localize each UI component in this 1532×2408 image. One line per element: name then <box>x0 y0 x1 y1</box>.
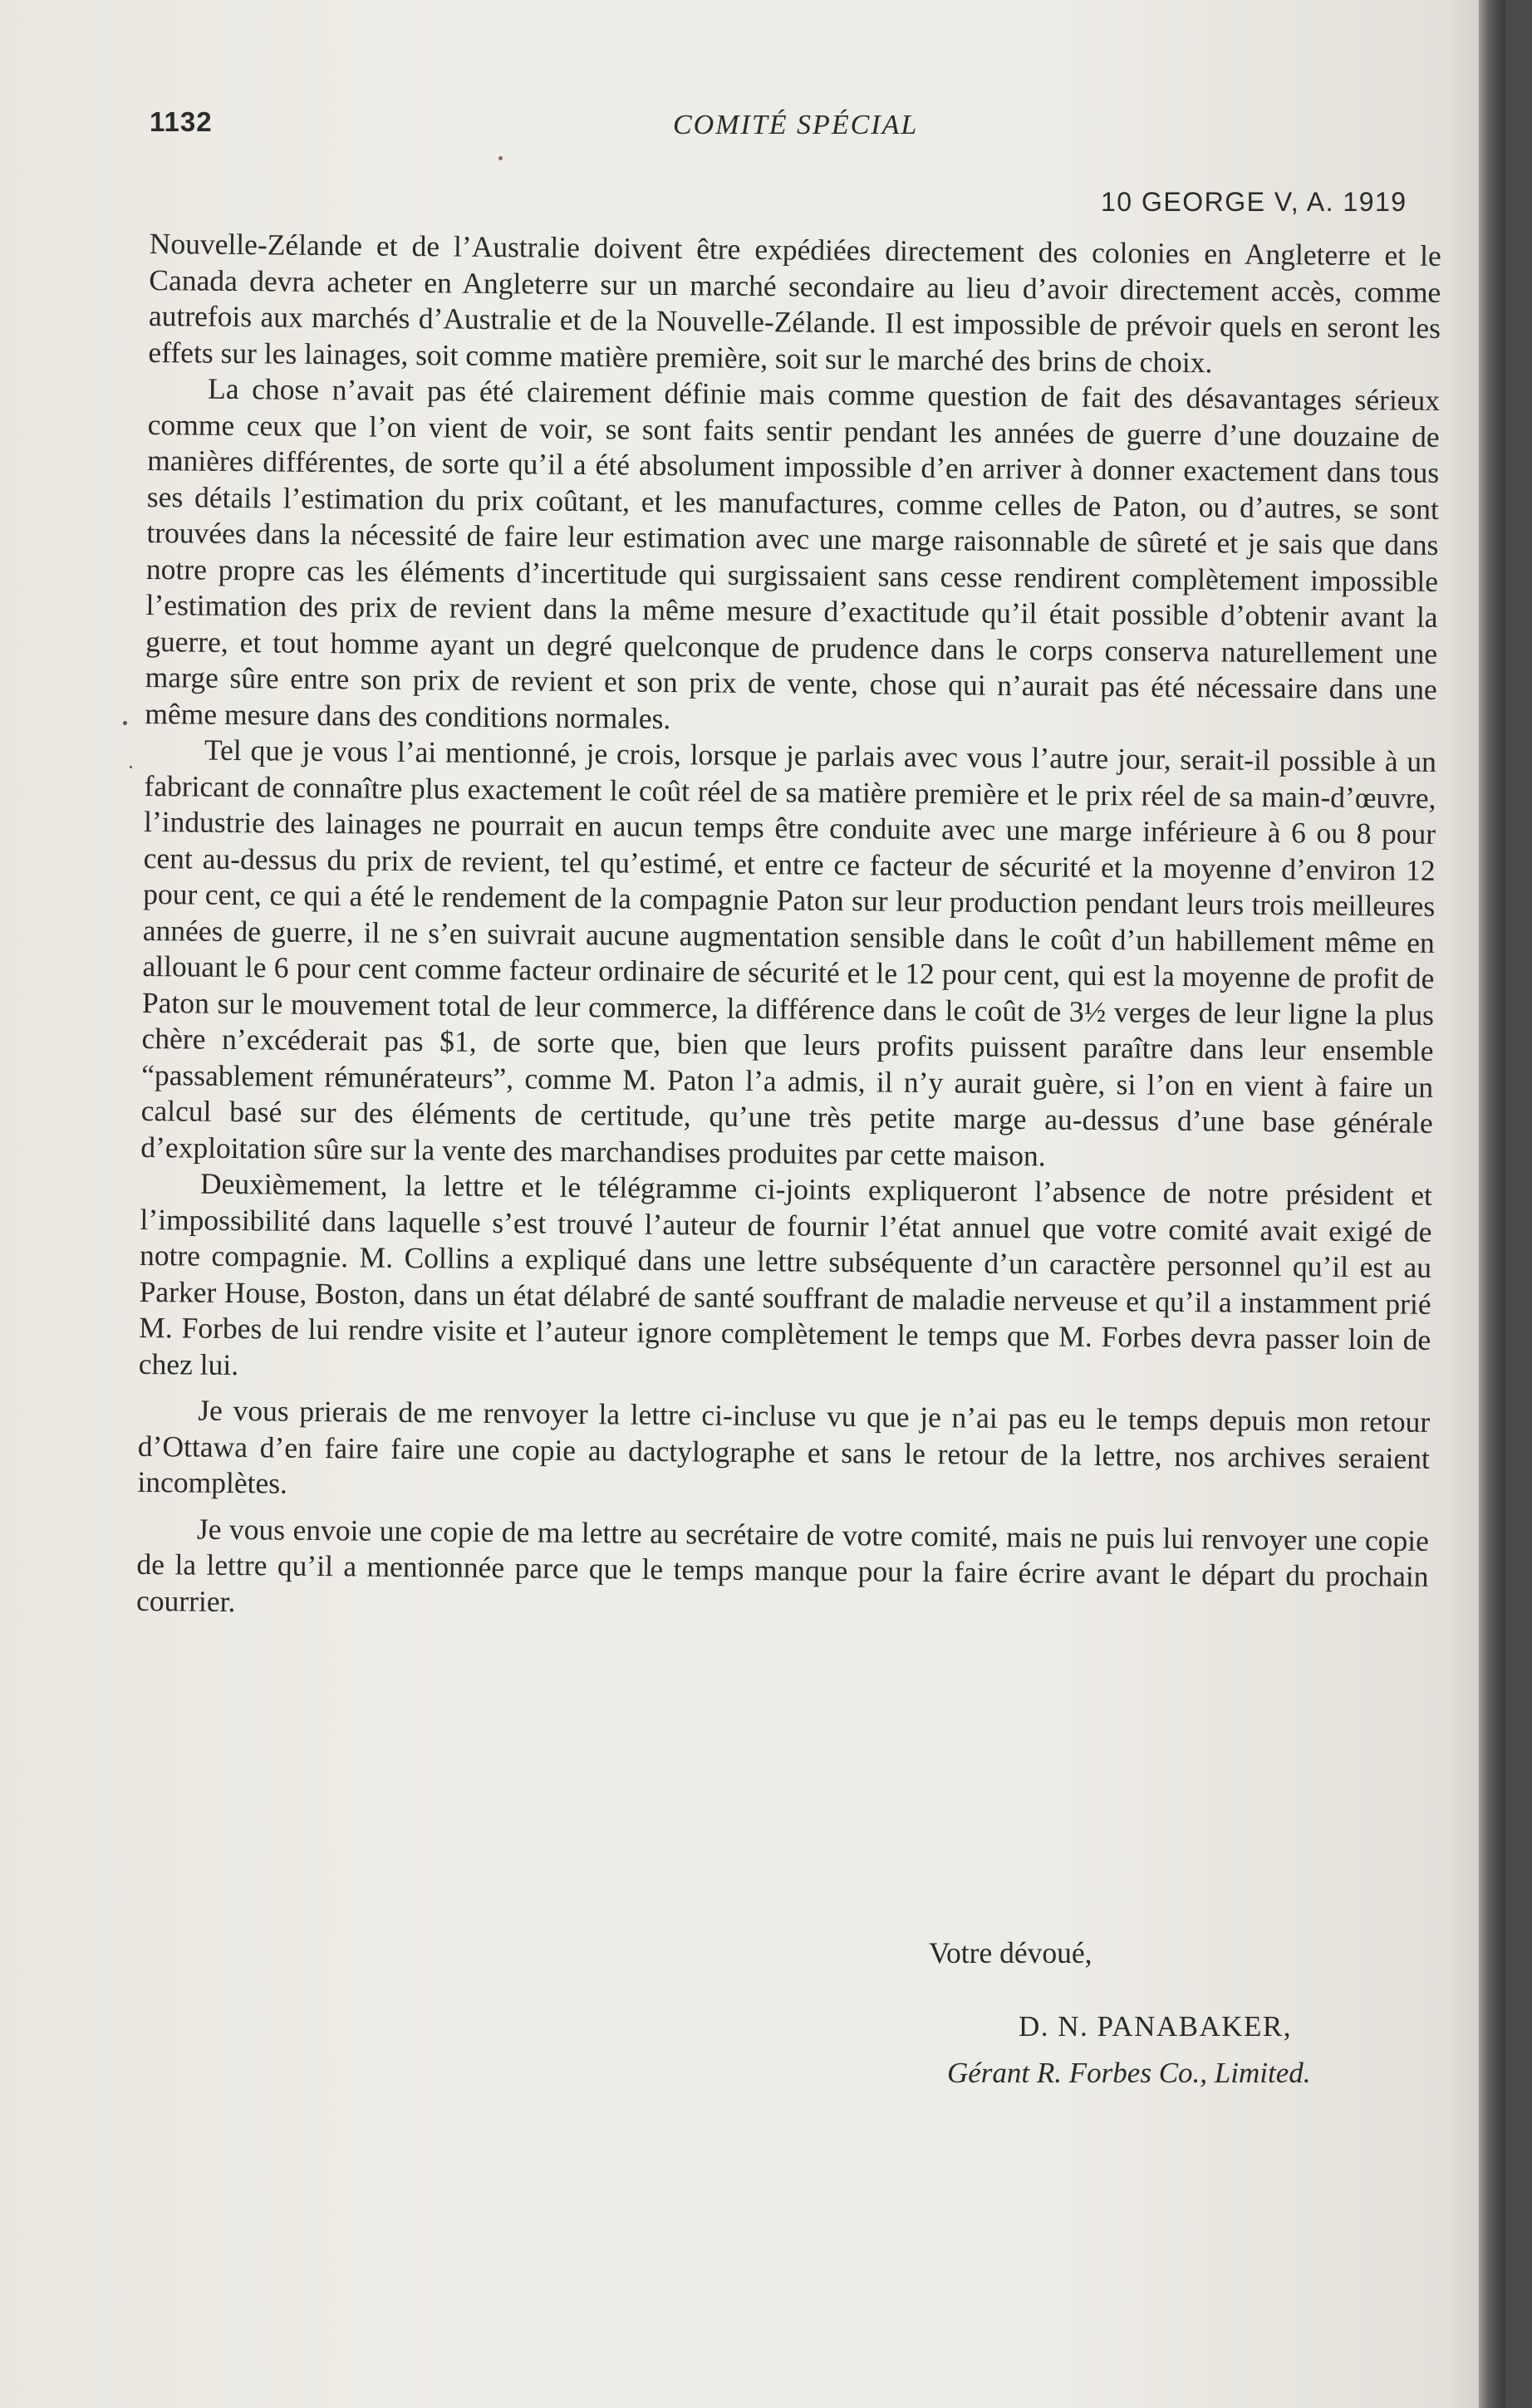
signature-position: Gérant R. Forbes Co., Limited. <box>947 2057 1311 2089</box>
paragraph-1: Nouvelle-Zélande et de l’Australie doivent être expédiées directement des colonies en Angleterre et le Canada devra acheter en Angleterre sur un marché secondaire au lieu d’avoir directement accès, comme autrefois aux marchés d’Australie et de la Nouvelle-Zélande. Il est impossible de prévoir quels en seront les effets sur les lainages, soit comme matière première, soit sur le marché des brins de choix. <box>148 226 1441 379</box>
paragraph-2: La chose n’avait pas été clairement définie mais comme question de fait des désavantages sérieux comme ceux que l’on vient de voir, se sont faits sentir pendant les années de guerre d’une douzaine de manières différentes, de sorte qu’il a été absolument impossible d’en arriver à donner exactement dans tous ses détails l’estimation du prix coûtant, et les manufactures, comme celles de Paton, ou d’autres, se sont trouvées dans la nécessité de faire leur estimation avec une marge raisonnable de sûreté et je sais que dans notre propre cas les éléments d’incertitude qui surgissaient sans cesse rendirent complètement impossible l’estimation des prix de revient dans la même mesure d’exactitude qu’il était possible d’obtenir avant la guerre, et tout homme ayant un degré quelconque de prudence dans le corps conserva naturellement une marge sûre entre son prix de revient et son prix de vente, chose qui n’aurait pas été nécessaire dans une même mesure dans des conditions normales. <box>145 371 1441 735</box>
paper-speck <box>498 156 503 160</box>
closing-salutation: Votre dévoué, <box>929 1936 1093 1969</box>
paper-speck <box>130 766 132 768</box>
page-edge-shadow <box>1479 0 1505 2408</box>
body-text <box>136 226 1441 1631</box>
page-header <box>150 106 1446 148</box>
running-title: COMITÉ SPÉCIAL <box>673 110 919 140</box>
paragraph-5: Je vous prierais de me renvoyer la lettre ci-incluse vu que je n’ai pas eu le temps depuis mon retour d’Ottawa d’en faire faire une copie au dactylographe et sans le retour de la lettre, nos archives seraient incomplètes. <box>137 1393 1431 1500</box>
paper-speck <box>123 721 127 725</box>
paragraph-6: Je vous envoie une copie de ma lettre au secrétaire de votre comité, mais ne puis lui renvoyer une copie de la lettre qu’il a mentionnée parce que le temps manque pour la faire écrire avant le départ du prochain courrier. <box>135 1512 1430 1618</box>
session-label: 10 GEORGE V, A. 1919 <box>1101 187 1407 217</box>
page-number: 1132 <box>150 106 213 137</box>
paragraph-3: Tel que je vous l’ai mentionné, je crois, lorsque je parlais avec vous l’autre jour, serait-il possible à un fabricant de connaître plus exactement le coût réel de sa matière première et le prix réel de sa main-d’œuvre, l’industrie des lainages ne pourrait en aucun temps être conduite avec une marge inférieure à 6 ou 8 pour cent au-dessus du prix de revient, tel qu’estimé, et entre ce facteur de sécurité et la moyenne d’environ 12 pour cent, ce qui a été le rendement de la compagnie Paton sur leur production pendant leurs trois meilleures années de guerre, il ne s’en suivrait aucune augmentation sensible dans le coût d’un habillement même en allouant le 6 pour cent comme facteur ordinaire de sécurité et le 12 pour cent, qui est la moyenne de profit de Paton sur le mouvement total de leur commerce, la différence dans le coût de 3½ verges de leur ligne la plus chère n’excéderait pas $1, de sorte que, bien que leurs profits puissent paraître dans leur ensemble “passablement rémunérateurs”, comme M. Paton l’a admis, il n’y aurait guère, si l’on en vient à faire un calcul basé sur des éléments de certitude, qu’une très petite marge au-dessus d’une base générale d’exploitation sûre sur la vente des marchandises produites par cette maison. <box>140 733 1437 1172</box>
paragraph-4: Deuxièmement, la lettre et le télégramme ci-joints expliqueront l’absence de notre président et l’impossibilité dans laquelle s’est trouvé l’auteur de fournir l’état annuel que votre comité avait exigé de notre compagnie. M. Collins a expliqué dans une lettre subséquente d’un caractère personnel qu’il est au Parker House, Boston, dans un état délabré de santé souffrant de maladie nerveuse et qu’il a instamment prié M. Forbes de lui rendre visite et l’auteur ignore complètement le temps que M. Forbes devra passer loin de chez lui. <box>138 1166 1433 1381</box>
signature-name: D. N. PANABAKER, <box>1019 2010 1293 2043</box>
